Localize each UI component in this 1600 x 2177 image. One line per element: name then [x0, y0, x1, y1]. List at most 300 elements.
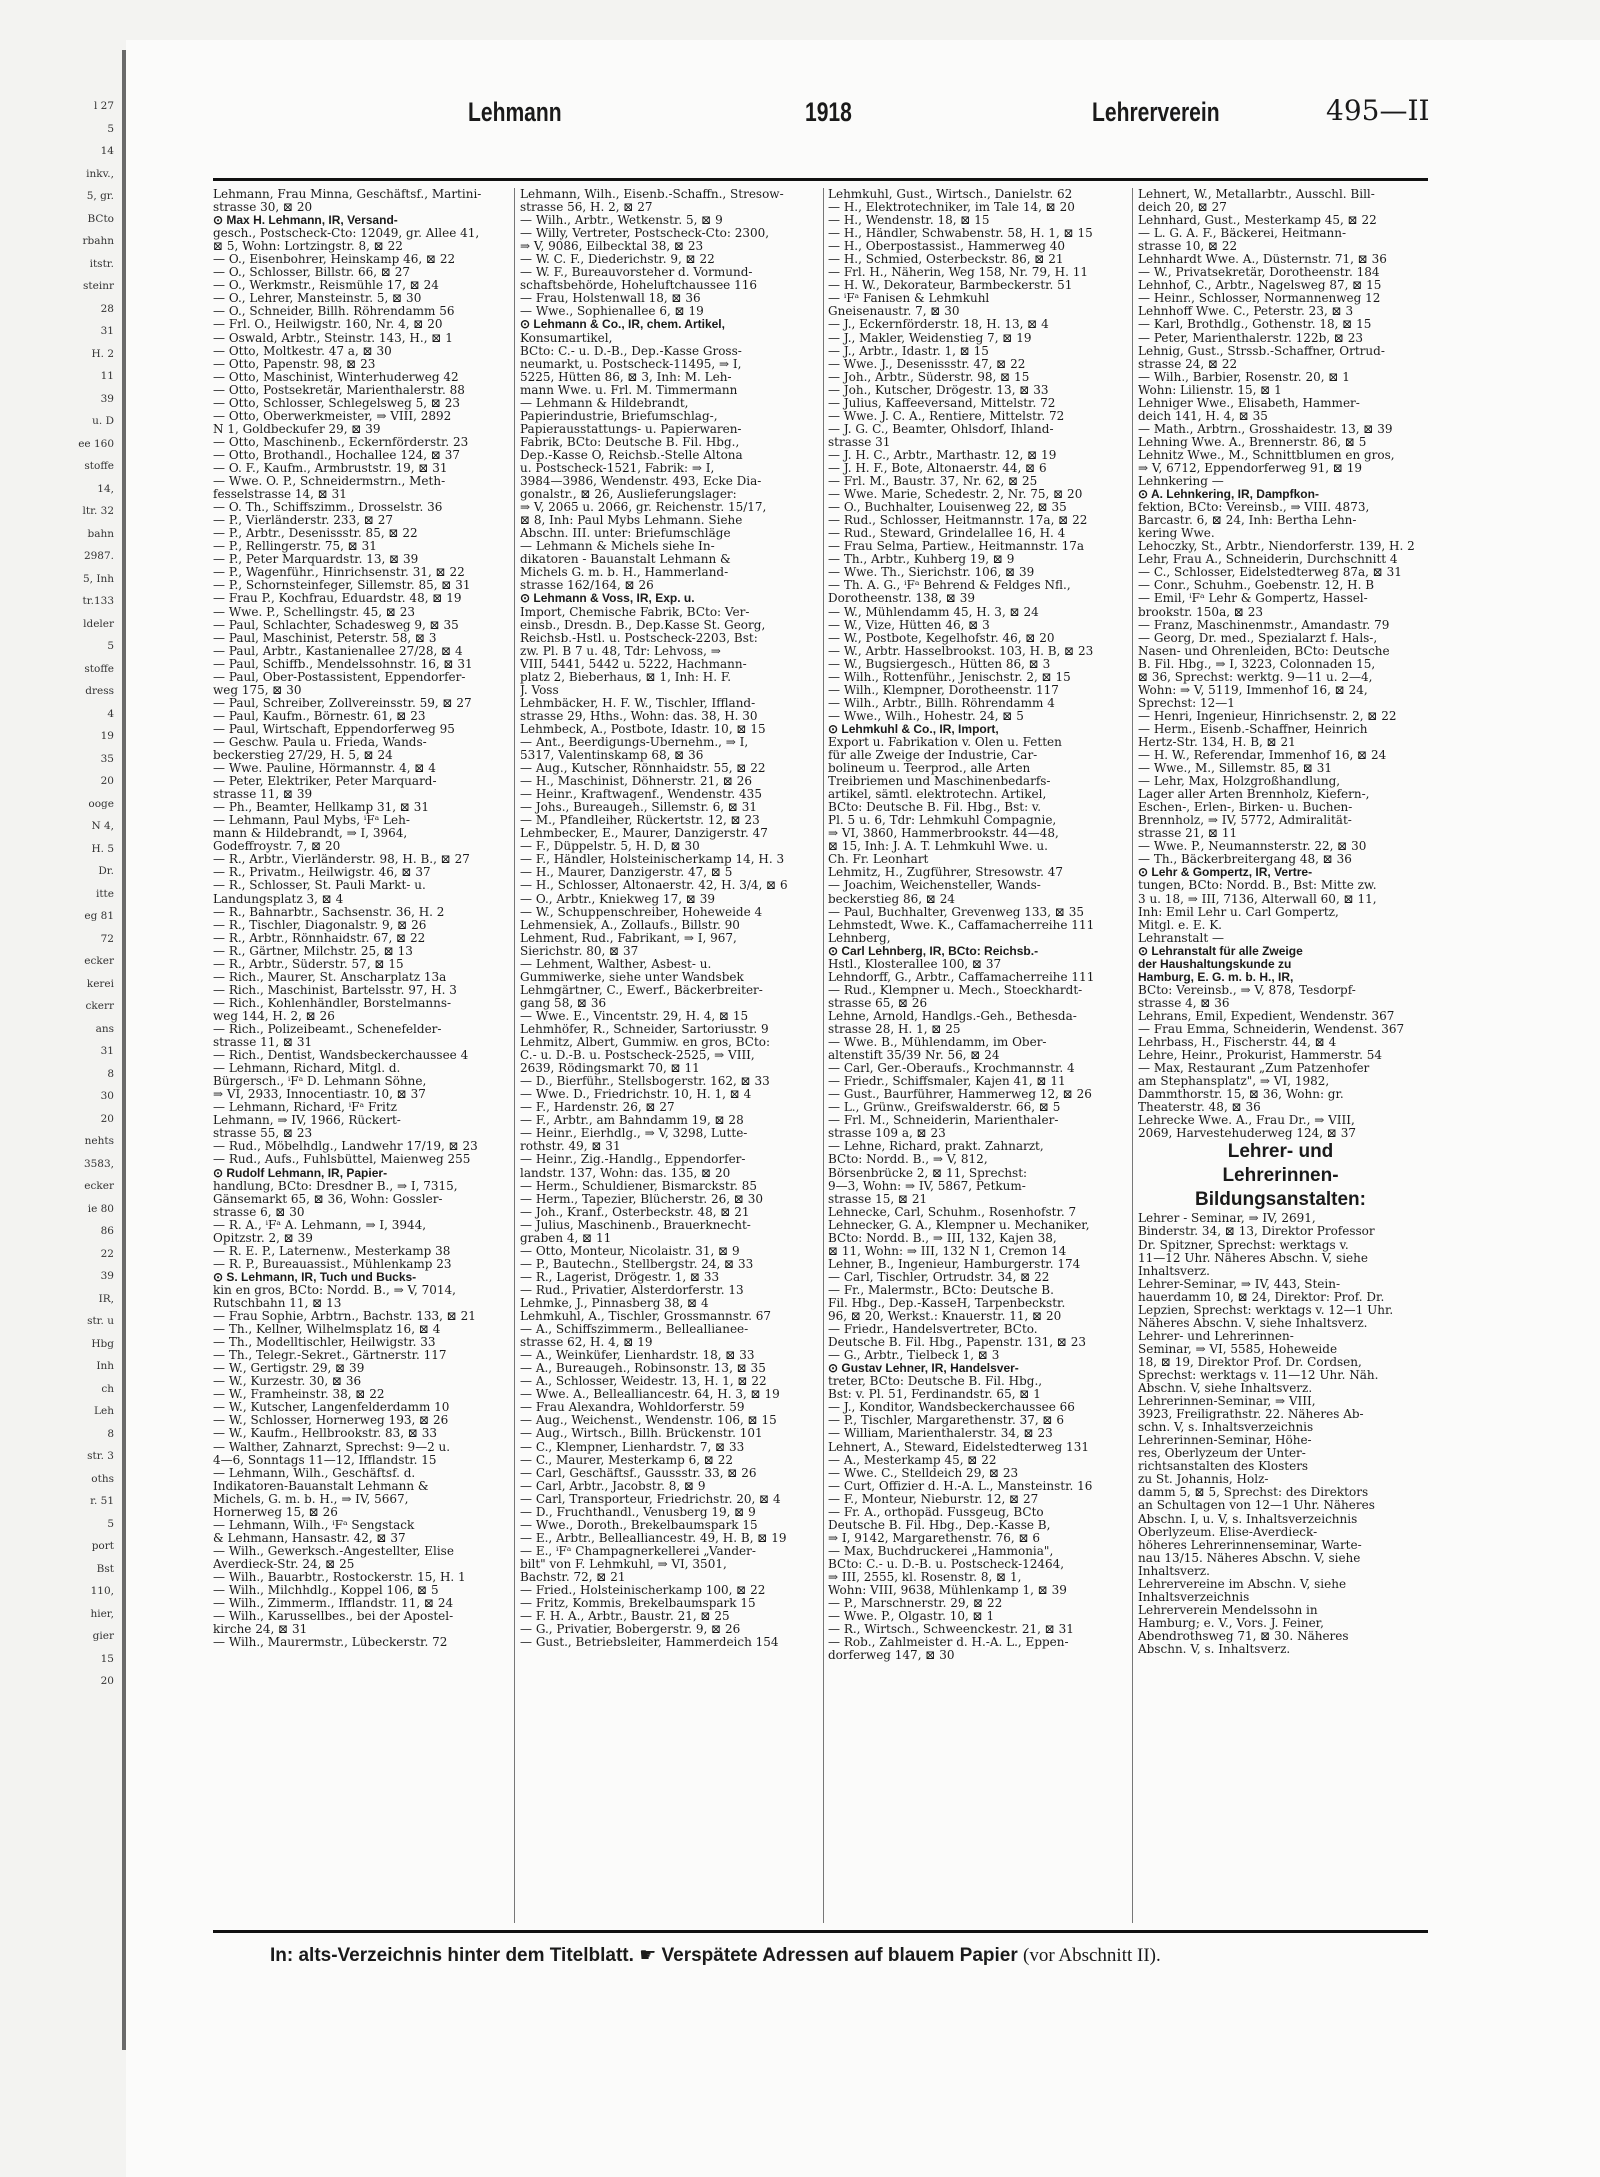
directory-entry: Lehmhöfer, R., Schneider, Sartoriusstr. 9 — [520, 1023, 769, 1036]
directory-entry: — F., Düppelstr. 5, H. D, ⊠ 30 — [520, 840, 700, 854]
directory-entry: ⇒ I, 9142, Margarethenstr. 76, ⊠ 6 — [828, 1531, 1041, 1545]
margin-fragment: N 4, — [91, 820, 114, 832]
directory-entry: — O., Arbtr., Kniekweg 17, ⊠ 39 — [520, 892, 715, 906]
directory-entry: graben 4, ⊠ 11 — [520, 1231, 612, 1245]
directory-entry: — William, Marienthalerstr. 34, ⊠ 23 — [828, 1427, 1053, 1441]
directory-entry: — J. H. F., Bote, Altonaerstr. 44, ⊠ 6 — [828, 461, 1047, 475]
directory-entry: Inhaltsverz. — [1138, 1264, 1210, 1278]
directory-entry: kering Wwe. — [1138, 527, 1215, 541]
directory-entry: strasse 6, ⊠ 30 — [213, 1205, 305, 1219]
margin-fragment: 5, gr. — [86, 190, 114, 202]
directory-entry: N 1, Goldbeckufer 29, ⊠ 39 — [213, 422, 381, 436]
directory-entry: Sprechst: werktags v. 11—12 Uhr. Näh. — [1138, 1368, 1379, 1382]
directory-entry: ⊠ 15, Inh: J. A. T. Lehmkuhl Wwe. u. — [828, 840, 1048, 854]
directory-entry: — Friedr., Handelsvertreter, BCto. — [828, 1323, 1038, 1337]
directory-entry: — Heinr., Schlosser, Normannenweg 12 — [1138, 292, 1381, 306]
directory-entry: ⊙ Lehmann & Co., IR, chem. Artikel, — [520, 318, 725, 332]
directory-entry: kirche 24, ⊠ 31 — [213, 1623, 308, 1637]
directory-entry: — Carl, Transporteur, Friedrichstr. 20, ⊠ 4 — [520, 1492, 781, 1506]
directory-entry: Averdieck-Str. 24, ⊠ 25 — [213, 1557, 355, 1571]
directory-entry: — Frl. O., Heilwigstr. 160, Nr. 4, ⊠ 20 — [213, 318, 443, 332]
directory-entry: — R. A., ⁱFᵃ A. Lehmann, ⇒ I, 3944, — [213, 1218, 427, 1232]
directory-entry: Lehner, B., Ingenieur, Hamburgerstr. 174 — [828, 1257, 1081, 1271]
directory-entry: — W., Bugsiergesch., Hütten 86, ⊠ 3 — [828, 657, 1051, 671]
directory-entry: — R., Arbtr., Vierländerstr. 98, H. B., ⊠ 27 — [213, 853, 470, 867]
directory-entry: — Lehmann, Richard, ⁱFᵃ Fritz — [213, 1101, 397, 1115]
directory-entry: — Aug., Kutscher, Rönnhaidstr. 55, ⊠ 22 — [520, 762, 766, 776]
margin-fragment: 19 — [100, 730, 114, 742]
directory-entry: Rutschbahn 11, ⊠ 13 — [213, 1296, 342, 1310]
directory-entry: — Ant., Beerdigungs-Übernehm., ⇒ I, — [520, 735, 749, 749]
margin-fragment: port — [91, 1540, 114, 1552]
directory-entry: beckerstieg 27/29, H. 5, ⊠ 24 — [213, 749, 393, 763]
directory-entry: — Ph., Beamter, Hellkamp 31, ⊠ 31 — [213, 801, 430, 815]
directory-entry: Lehmbeck, A., Postbote, Idastr. 10, ⊠ 15 — [520, 722, 766, 736]
footer-note — [270, 1944, 1161, 1967]
directory-entry: — Carl, Geschäftsf., Gaussstr. 33, ⊠ 26 — [520, 1466, 757, 1480]
directory-entry: — W. F., Bureauvorsteher d. Vormund- — [520, 266, 753, 280]
directory-entry: — R., Arbtr., Süderstr. 57, ⊠ 15 — [213, 957, 404, 971]
margin-fragment: ecker — [84, 955, 114, 967]
directory-entry: — Herm., Eisenb.-Schaffner, Heinrich — [1138, 722, 1368, 736]
directory-entry: Sprechst: 12—1 — [1138, 696, 1235, 710]
directory-entry: Lehrervereine im Abschn. V, siehe — [1138, 1577, 1347, 1591]
directory-entry: BCto: Deutsche B. Fil. Hbg., Bst: v. — [828, 801, 1042, 815]
directory-entry: Lehne, Arnold, Handlgs.-Geh., Bethesda- — [828, 1009, 1077, 1023]
directory-entry: VIII, 5441, 5442 u. 5222, Hachmann- — [520, 657, 747, 671]
directory-entry: — Otto, Monteur, Nicolaistr. 31, ⊠ 9 — [520, 1244, 740, 1258]
directory-entry: zu St. Johannis, Holz- — [1138, 1473, 1269, 1487]
directory-entry: — R., Gärtner, Milchstr. 25, ⊠ 13 — [213, 944, 413, 958]
directory-entry: Deutsche B. Fil. Hbg., Dep.-Kasse B, — [828, 1518, 1051, 1532]
directory-entry: Dep.-Kasse O, Reichsb.-Stelle Altona — [520, 448, 743, 462]
directory-entry: — Joh., Kranf., Osterbeckstr. 48, ⊠ 21 — [520, 1205, 750, 1219]
directory-entry: Lehrer- und Lehrerinnen- — [1138, 1329, 1294, 1343]
directory-entry: Pl. 5 u. 6, Tdr: Lehmkuhl Compagnie, — [828, 814, 1057, 828]
column-divider — [823, 188, 824, 1923]
directory-entry: landstr. 137, Wohn: das. 135, ⊠ 20 — [520, 1166, 731, 1180]
directory-entry: — W., Vize, Hütten 46, ⊠ 3 — [828, 618, 990, 632]
margin-fragment: rbahn — [82, 235, 114, 247]
directory-entry: ⊙ Lehmkuhl & Co., IR, Import, — [828, 722, 999, 736]
directory-entry: 3923, Freiligrathstr. 22. Näheres Ab- — [1138, 1408, 1364, 1422]
directory-entry: Lehning Wwe. A., Brennerstr. 86, ⊠ 5 — [1138, 435, 1367, 449]
directory-entry: fektion, BCto: Vereinsb., ⇒ VIII. 4873, — [1138, 501, 1370, 515]
directory-entry: — Otto, Postsekretär, Marienthalerstr. 88 — [213, 383, 465, 397]
directory-entry: Gneisenaustr. 7, ⊠ 30 — [828, 305, 960, 319]
margin-fragment: ldeler — [83, 617, 114, 630]
directory-entry: deich 20, ⊠ 27 — [1138, 201, 1227, 215]
directory-entry: — Th., Bäckerbreitergang 48, ⊠ 36 — [1138, 853, 1352, 867]
directory-entry: ⊙ Rudolf Lehmann, IR, Papier- — [213, 1166, 388, 1180]
directory-entry: 3 u. 18, ⇒ III, 7136, Alterwall 60, ⊠ 11, — [1138, 892, 1377, 906]
directory-entry: — R., Bahnarbtr., Sachsenstr. 36, H. 2 — [213, 905, 445, 919]
directory-entry: strasse 109 a, ⊠ 23 — [828, 1127, 946, 1141]
directory-entry: hauerdamm 10, ⊠ 24, Direktor: Prof. Dr. — [1138, 1290, 1385, 1304]
margin-fragment: kerei — [86, 977, 114, 990]
directory-entry: ⊙ S. Lehmann, IR, Tuch und Bucks- — [213, 1270, 417, 1284]
directory-entry: Dorotheenstr. 138, ⊠ 39 — [828, 592, 975, 606]
directory-entry: bolineum u. Teerprod., alle Arten — [828, 762, 1031, 776]
directory-entry: — Otto, Schlosser, Schlegelsweg 5, ⊠ 23 — [213, 396, 461, 410]
directory-entry: — Lehmann, Richard, Mitgl. d. — [213, 1062, 401, 1076]
directory-entry: — Otto, Brothandl., Hochallee 124, ⊠ 37 — [213, 448, 460, 462]
directory-entry: — E., Arbtr., Bellealliancestr. 49, H. B, ⊠ 19 — [520, 1531, 787, 1545]
directory-entry: — W., Kurzestr. 30, ⊠ 36 — [213, 1375, 362, 1389]
directory-entry: — Th., Arbtr., Kuhberg 19, ⊠ 9 — [828, 553, 1015, 567]
directory-entry: — G., Privatier, Bobergerstr. 9, ⊠ 26 — [520, 1623, 741, 1637]
directory-entry: ⊠ 36, Sprechst: werktg. 9—11 u. 2—4, — [1138, 670, 1373, 684]
directory-entry: — Wwe., M., Sillemstr. 85, ⊠ 31 — [1138, 762, 1332, 776]
directory-entry: Lehrbass, H., Fischerstr. 44, ⊠ 4 — [1138, 1036, 1337, 1050]
directory-entry: Konsumartikel, — [520, 331, 613, 345]
directory-entry: — O. F., Kaufm., Armbruststr. 19, ⊠ 31 — [213, 461, 448, 475]
directory-entry: mann & Hildebrandt, ⇒ I, 3964, — [213, 827, 408, 841]
margin-fragment: Hbg — [91, 1337, 114, 1350]
directory-entry: Nasen- und Ohrenleiden, BCto: Deutsche — [1138, 644, 1390, 658]
directory-entry: Lehre, Heinr., Prokurist, Hammerstr. 54 — [1138, 1049, 1382, 1063]
margin-fragment: Dr. — [98, 865, 114, 877]
directory-entry: gang 58, ⊠ 36 — [520, 996, 607, 1010]
column-2 — [520, 188, 805, 1923]
margin-fragment: Bst — [96, 1562, 114, 1575]
directory-entry: Import, Chemische Fabrik, BCto: Ver- — [520, 605, 750, 619]
directory-entry: — Joh., Arbtr., Süderstr. 98, ⊠ 15 — [828, 370, 1030, 384]
directory-entry: Abschn. V, s. Inhaltsverz. — [1138, 1642, 1291, 1656]
directory-entry: strasse 31 — [828, 435, 891, 449]
directory-entry: ⊙ Lehranstalt für alle Zweige — [1138, 944, 1303, 958]
directory-entry: — Otto, Oberwerkmeister, ⇒ VIII, 2892 — [213, 409, 452, 423]
directory-entry: Näheres Abschn. V, siehe Inhaltsverz. — [1138, 1316, 1368, 1330]
directory-entry: — Walther, Zahnarzt, Sprechst: 9—2 u. — [213, 1440, 451, 1454]
directory-entry: ⇒ V, 6712, Eppendorferweg 91, ⊠ 19 — [1138, 461, 1363, 475]
directory-entry: — Th., Kellner, Wilhelmsplatz 16, ⊠ 4 — [213, 1323, 441, 1337]
section-heading: Bildungsanstalten: — [1194, 1189, 1366, 1211]
directory-entry: — Wwe. B., Mühlendamm, im Ober- — [828, 1036, 1047, 1050]
directory-entry: — R., Tischler, Diagonalstr. 9, ⊠ 26 — [213, 918, 427, 932]
directory-entry: — Wilh., Arbtr., Wetkenstr. 5, ⊠ 9 — [520, 214, 723, 228]
directory-entry: Wohn: ⇒ V, 5119, Immenhof 16, ⊠ 24, — [1138, 683, 1368, 697]
directory-entry: — Wwe., Sophienallee 6, ⊠ 19 — [520, 305, 704, 319]
margin-fragment: str. 3 — [87, 1450, 114, 1462]
directory-entry: — J., Makler, Weidenstieg 7, ⊠ 19 — [828, 331, 1032, 345]
directory-entry: — E., ⁱFᵃ Champagnerkellerei „Vander- — [520, 1544, 756, 1558]
margin-fragment: H. 5 — [91, 842, 114, 855]
footer-late-addresses: Verspätete Adressen auf blauem Papier — [661, 1945, 1018, 1966]
directory-entry: Lehmstedt, Wwe. K., Caffamacherreihe 111 — [828, 918, 1095, 932]
running-head-left: Lehmann — [468, 97, 562, 127]
directory-entry: & Lehmann, Hansastr. 42, ⊠ 37 — [213, 1531, 406, 1545]
directory-entry: Inhaltsverz. — [1138, 1564, 1210, 1578]
margin-fragment: 20 — [100, 1675, 114, 1687]
directory-entry: brookstr. 150a, ⊠ 23 — [1138, 605, 1263, 619]
directory-entry: Lehment, Rud., Fabrikant, ⇒ I, 967, — [520, 931, 737, 945]
margin-fragment: 86 — [100, 1225, 114, 1237]
margin-fragment: 8 — [107, 1427, 114, 1440]
margin-fragment: eg 81 — [84, 910, 114, 922]
directory-entry: Lehmke, J., Pinnasberg 38, ⊠ 4 — [520, 1296, 709, 1310]
directory-entry: Lehrecke Wwe. A., Frau Dr., ⇒ VIII, — [1138, 1114, 1355, 1128]
directory-entry: — Rob., Zahlmeister d. H.-A. L., Eppen- — [828, 1636, 1069, 1650]
directory-entry: Lehrer - Seminar, ⇒ IV, 2691, — [1138, 1212, 1316, 1226]
directory-entry: Lehnecker, G. A., Klempner u. Mechaniker, — [828, 1218, 1090, 1232]
directory-entry: — M., Pfandleiher, Rückertstr. 12, ⊠ 23 — [520, 814, 760, 828]
directory-entry: Lehmbäcker, H. F. W., Tischler, Iffland- — [520, 696, 756, 710]
directory-entry: — Wilh., Milchhdlg., Koppel 106, ⊠ 5 — [213, 1584, 439, 1598]
directory-entry: — H., Maschinist, Döhnerstr. 21, ⊠ 26 — [520, 775, 752, 789]
margin-fragment: stoffe — [84, 662, 114, 675]
margin-fragment: Leh — [94, 1405, 114, 1417]
pointing-hand-icon: ☛ — [639, 1944, 657, 1966]
directory-entry: — R., Privatm., Heilwigstr. 46, ⊠ 37 — [213, 866, 431, 880]
directory-entry: — Friedr., Schiffsmaler, Kajen 41, ⊠ 11 — [828, 1075, 1066, 1089]
directory-entry: Mitgl. e. E. K. — [1138, 918, 1222, 932]
directory-entry: Lehmann, Wilh., Eisenb.-Schaffn., Stresow- — [520, 188, 784, 201]
directory-entry: — W., Framheinstr. 38, ⊠ 22 — [213, 1388, 385, 1402]
directory-entry: — W., Arbtr. Hasselbrookst. 103, H. B, ⊠ 23 — [828, 644, 1094, 658]
directory-entry: Lehnberg, — [828, 931, 891, 945]
directory-entry: — J., Konditor, Wandsbeckerchaussee 66 — [828, 1401, 1075, 1415]
directory-entry: Godeffroystr. 7, ⊠ 20 — [213, 840, 341, 854]
margin-fragment: r. 51 — [90, 1495, 114, 1507]
directory-entry: altenstift 35/39 Nr. 56, ⊠ 24 — [828, 1049, 1000, 1063]
directory-entry: Abendrothsweg 71, ⊠ 30. Näheres — [1138, 1629, 1349, 1643]
directory-entry: Lehmensiek, A., Zollaufs., Billstr. 90 — [520, 918, 740, 932]
directory-entry: 4—6, Sonntags 11—12, Ifflandstr. 15 — [213, 1453, 437, 1467]
margin-fragment: 4 — [107, 707, 114, 720]
directory-entry: Bachstr. 72, ⊠ 21 — [520, 1570, 626, 1584]
directory-entry: — Wwe. E., Vincentstr. 29, H. 4, ⊠ 15 — [520, 1009, 749, 1023]
directory-entry: — Paul, Maschinist, Peterstr. 58, ⊠ 3 — [213, 631, 437, 645]
directory-entry: Treibriemen und Maschinenbedarfs- — [828, 775, 1051, 789]
directory-entry: — R., Schlosser, St. Pauli Markt- u. — [213, 879, 426, 893]
directory-entry: — O., Schlosser, Billstr. 66, ⊠ 27 — [213, 266, 410, 280]
directory-entry: — W., Mühlendamm 45, H. 3, ⊠ 24 — [828, 605, 1039, 619]
directory-entry: — P., Schornsteinfeger, Sillemstr. 85, ⊠ 31 — [213, 579, 471, 593]
directory-entry: — Paul, Buchhalter, Grevenweg 133, ⊠ 35 — [828, 905, 1084, 919]
margin-fragment: 11 — [100, 370, 114, 382]
directory-entry: Lehrans, Emil, Expedient, Wendenstr. 367 — [1138, 1009, 1395, 1023]
directory-entry: ⇒ V, 2065 u. 2066, gr. Reichenstr. 15/17, — [520, 501, 767, 515]
directory-entry: Oberlyzeum. Elise-Averdieck- — [1138, 1525, 1318, 1539]
directory-entry: — Frau Sophie, Arbtrn., Bachstr. 133, ⊠ 21 — [213, 1310, 476, 1324]
directory-entry: Gänsemarkt 65, ⊠ 36, Wohn: Gossler- — [213, 1192, 443, 1206]
directory-entry: Lehnig, Gust., Strssb.-Schaffner, Ortrud- — [1138, 344, 1385, 358]
directory-entry: — A., Weinküfer, Lienhardstr. 18, ⊠ 33 — [520, 1349, 755, 1363]
directory-entry: — Rich., Kohlenhändler, Borstelmanns- — [213, 996, 452, 1010]
margin-fragment: hier, — [90, 1607, 114, 1620]
directory-entry: Lehoczky, St., Arbtr., Niendorferstr. 139, H. 2 — [1138, 540, 1415, 554]
directory-entry: — Rich., Dentist, Wandsbeckerchaussee 4 — [213, 1049, 469, 1063]
directory-entry: Lepzien, Sprechst: werktags v. 12—1 Uhr. — [1138, 1303, 1394, 1317]
directory-entry: — Franz, Maschinenmstr., Amandastr. 79 — [1138, 618, 1390, 632]
footer-rule — [213, 1930, 1428, 1933]
directory-entry: — D., Bierführ., Stellsbogerstr. 162, ⊠ 33 — [520, 1075, 770, 1089]
directory-entry: — Julius, Maschinenb., Brauerknecht- — [520, 1218, 751, 1232]
directory-entry: — C., Maurer, Mesterkamp 6, ⊠ 22 — [520, 1453, 733, 1467]
directory-entry: Lehmgärtner, C., Ewerf., Bäckerbreiter- — [520, 983, 763, 997]
directory-entry: Seminar, ⇒ VI, 5585, Hoheweide — [1138, 1342, 1338, 1356]
margin-fragment: 35 — [100, 752, 114, 765]
directory-entry: — J., Arbtr., Idastr. 1, ⊠ 15 — [828, 344, 989, 358]
directory-entry: — F., Händler, Holsteinischerkamp 14, H. 3 — [520, 853, 785, 867]
directory-entry: — Rud., Steward, Grindelallee 16, H. 4 — [828, 527, 1066, 541]
directory-entry: 5317, Valentinskamp 68, ⊠ 36 — [520, 749, 704, 763]
directory-entry: Lehr, Frau A., Schneiderin, Durchschnitt 4 — [1138, 553, 1398, 567]
directory-entry: strasse 55, ⊠ 23 — [213, 1127, 313, 1141]
directory-entry: — W., Schlosser, Hornerweg 193, ⊠ 26 — [213, 1414, 449, 1428]
directory-entry: Deutsche B. Fil. Hbg., Papenstr. 131, ⊠ 23 — [828, 1336, 1087, 1350]
directory-entry: strasse 62, H. 4, ⊠ 19 — [520, 1336, 653, 1350]
directory-entry: — Math., Arbtrn., Grosshaidestr. 13, ⊠ 39 — [1138, 422, 1393, 436]
directory-entry: — Wwe. P., Neumannsterstr. 22, ⊠ 30 — [1138, 840, 1367, 854]
directory-entry: Lehnkering — — [1138, 475, 1224, 489]
directory-entry: Lehnitz Wwe., M., Schnittblumen en gros, — [1138, 448, 1395, 462]
directory-entry: Gummiwerke, siehe unter Wandsbek — [520, 970, 744, 984]
directory-entry: — A., Schlosser, Weidestr. 13, H. 1, ⊠ 22 — [520, 1375, 767, 1389]
directory-entry: J. Voss — [520, 683, 559, 697]
directory-entry: Lehnert, A., Steward, Eidelstedterweg 131 — [828, 1440, 1089, 1454]
directory-entry: — Wwe. Marie, Schedestr. 2, Nr. 75, ⊠ 20 — [828, 488, 1083, 502]
directory-entry: — A., Mesterkamp 45, ⊠ 22 — [828, 1453, 997, 1467]
directory-entry: — F., Monteur, Nieburstr. 12, ⊠ 27 — [828, 1492, 1039, 1506]
directory-entry: Hstl., Klosterallee 100, ⊠ 37 — [828, 957, 1002, 971]
directory-entry: 2639, Rödingsmarkt 70, ⊠ 11 — [520, 1062, 700, 1076]
column-4 — [1138, 188, 1423, 1923]
directory-entry: ⊠ 11, Wohn: ⇒ III, 132 N 1, Cremon 14 — [828, 1244, 1067, 1258]
directory-entry: — W., Gertigstr. 29, ⊠ 39 — [213, 1362, 365, 1376]
directory-entry: Lehmann, Frau Minna, Geschäftsf., Martini- — [213, 188, 482, 201]
margin-fragment: ckerr — [85, 1000, 114, 1012]
directory-entry: — A., Schiffszimmerm., Belleallianee- — [520, 1323, 749, 1337]
directory-entry: Binderstr. 34, ⊠ 13, Direktor Professor — [1138, 1225, 1375, 1239]
directory-entry: ⇒ V, 9086, Eilbecktal 38, ⊠ 23 — [520, 240, 704, 254]
directory-entry: schaftsbehörde, Hoheluftchaussee 116 — [520, 279, 757, 293]
directory-entry: Reichsb.-Hstl. u. Postscheck-2203, Bst: — [520, 631, 758, 645]
directory-entry: — W., Kaufm., Hellbrookstr. 83, ⊠ 33 — [213, 1427, 438, 1441]
directory-entry: — ⁱFᵃ Fanisen & Lehmkuhl — [828, 292, 990, 306]
directory-entry: 9—3, Wohn: ⇒ IV, 5867, Petkum- — [828, 1179, 1026, 1193]
directory-entry: beckerstieg 86, ⊠ 24 — [828, 892, 956, 906]
margin-fragment: 39 — [100, 392, 114, 405]
directory-entry: Lehnhoff Wwe. C., Peterstr. 23, ⊠ 3 — [1138, 305, 1354, 319]
directory-entry: — Johs., Bureaugeh., Sillemstr. 6, ⊠ 31 — [520, 801, 758, 815]
directory-entry: Lehndorff, G., Arbtr., Caffamacherreihe 111 — [828, 970, 1095, 984]
directory-entry: ⊙ Max H. Lehmann, IR, Versand- — [213, 214, 398, 228]
directory-entry: BCto: Nordd. B., ⇒ III, 132, Kajen 38, — [828, 1231, 1057, 1245]
directory-entry: — L., Grünw., Greifswalderstr. 66, ⊠ 5 — [828, 1101, 1061, 1115]
margin-fragment: 2987. — [83, 550, 114, 562]
directory-entry: Lehnert, W., Metallarbtr., Ausschl. Bill- — [1138, 188, 1375, 201]
directory-entry: — Herm., Schuldiener, Bismarckstr. 85 — [520, 1179, 758, 1193]
directory-entry: — P., Rellingerstr. 75, ⊠ 31 — [213, 540, 377, 554]
margin-fragment: 3583, — [83, 1157, 114, 1170]
directory-entry: rothstr. 49, ⊠ 31 — [520, 1140, 621, 1154]
directory-entry: — Rich., Maurer, St. Anscharplatz 13a — [213, 970, 447, 984]
directory-entry: Abschn. V, siehe Inhaltsverz. — [1138, 1382, 1313, 1396]
margin-fragment: 72 — [100, 932, 114, 945]
directory-entry: BCto: Vereinsb., ⇒ V, 878, Tesdorpf- — [1138, 983, 1356, 997]
directory-entry: — Frau Emma, Schneiderin, Wendenst. 367 — [1138, 1023, 1405, 1036]
directory-entry: richtsanstalten des Klosters — [1138, 1460, 1309, 1474]
directory-entry: Michels G. m. b. H., Hammerland- — [520, 566, 729, 580]
directory-entry: — P., Bautechn., Stellbergstr. 24, ⊠ 33 — [520, 1257, 754, 1271]
directory-entry: — J. G. C., Beamter, Ohlsdorf, Ihland- — [828, 422, 1054, 436]
directory-entry: — Th. A. G., ⁱFᵃ Behrend & Feldges Nfl., — [828, 579, 1071, 593]
directory-entry: Michels, G. m. b. H., ⇒ IV, 5667, — [213, 1492, 409, 1506]
directory-entry: — J. H. C., Arbtr., Marthastr. 12, ⊠ 19 — [828, 448, 1057, 462]
directory-entry: strasse 65, ⊠ 26 — [828, 996, 928, 1010]
directory-entry: mann Wwe. u. Frl. M. Timmermann — [520, 383, 738, 397]
directory-entry: — Rud., Schlosser, Heitmannstr. 17a, ⊠ 22 — [828, 514, 1088, 528]
directory-entry: — Wwe. O. P., Schneidermstrn., Meth- — [213, 475, 446, 489]
directory-entry: — Wwe. P., Schellingstr. 45, ⊠ 23 — [213, 605, 415, 619]
directory-entry: res, Oberlyzeum der Unter- — [1138, 1447, 1306, 1461]
directory-entry: B. Fil. Hbg., ⇒ I, 3223, Colonnaden 15, — [1138, 657, 1376, 671]
margin-fragment: ch — [101, 1382, 114, 1395]
directory-entry: strasse 24, ⊠ 22 — [1138, 357, 1238, 371]
directory-entry: — O., Lehrer, Mansteinstr. 5, ⊠ 30 — [213, 292, 422, 306]
margin-fragment: u. D — [92, 415, 114, 427]
directory-entry: ⊠ 5, Wohn: Lortzingstr. 8, ⊠ 22 — [213, 240, 403, 254]
directory-entry: — Rud., Klempner u. Mech., Stoeckhardt- — [828, 983, 1083, 997]
directory-entry: — Paul, Arbtr., Kastanienallee 27/28, ⊠ 4 — [213, 644, 463, 658]
directory-entry: — Rud., Privatier, Alsterdorferstr. 13 — [520, 1283, 744, 1297]
margin-fragment: oths — [91, 1472, 114, 1485]
directory-entry: am Stephansplatz", ⇒ VI, 1982, — [1138, 1075, 1330, 1089]
directory-entry: — O. Th., Schiffszimm., Drosselstr. 36 — [213, 501, 443, 515]
directory-entry: — Heinr., Kraftwagenf., Wendenstr. 435 — [520, 788, 762, 802]
directory-entry: strasse 4, ⊠ 36 — [1138, 996, 1230, 1010]
directory-entry: ⇒ VI, 2933, Innocentiastr. 10, ⊠ 37 — [213, 1088, 426, 1102]
directory-entry: Lehrerinnen-Seminar, Höhe- — [1138, 1434, 1312, 1448]
directory-entry: u. Postscheck-1521, Fabrik: ⇒ I, — [520, 461, 715, 475]
directory-entry: Lehmbecker, E., Maurer, Danzigerstr. 47 — [520, 827, 768, 841]
directory-entry: — R., Lagerist, Drögestr. 1, ⊠ 33 — [520, 1270, 720, 1284]
margin-fragment: H. 2 — [91, 347, 114, 360]
section-heading: Lehrerinnen- — [1222, 1165, 1339, 1187]
directory-entry: — Carl, Arbtr., Jacobstr. 8, ⊠ 9 — [520, 1479, 706, 1493]
directory-entry: Wohn: VIII, 9638, Mühlenkamp 1, ⊠ 39 — [828, 1584, 1067, 1598]
directory-entry: Brennholz, ⇒ IV, 5772, Admiralität- — [1138, 814, 1352, 828]
directory-entry: ⇒ III, 2555, kl. Rosenstr. 8, ⊠ 1, — [828, 1570, 1022, 1584]
directory-entry: — Wwe. A., Bellealliancestr. 64, H. 3, ⊠ 19 — [520, 1388, 780, 1402]
margin-fragment: stoffe — [84, 460, 114, 472]
directory-entry: — Lehne, Richard, prakt. Zahnarzt, — [828, 1140, 1044, 1154]
margin-fragment: 14 — [100, 145, 114, 157]
margin-fragment: 31 — [100, 325, 114, 337]
directory-entry: — H., Wendenstr. 18, ⊠ 15 — [828, 214, 990, 228]
directory-entry: — Paul, Kaufm., Börnestr. 61, ⊠ 23 — [213, 709, 426, 723]
directory-entry: — H. W., Referendar, Immenhof 16, ⊠ 24 — [1138, 749, 1387, 763]
directory-entry: — Fried., Holsteinischerkamp 100, ⊠ 22 — [520, 1584, 766, 1598]
margin-fragment: ecker — [84, 1180, 114, 1192]
directory-entry: Lehmkuhl, Gust., Wirtsch., Danielstr. 62 — [828, 188, 1073, 201]
directory-entry: ⇒ VI, 3860, Hammerbrookstr. 44—48, — [828, 827, 1059, 841]
margin-fragment: l 27 — [93, 100, 114, 112]
directory-entry: Lehmitz, Albert, Gummiw. en gros, BCto: — [520, 1036, 771, 1050]
running-head-year: 1918 — [805, 97, 852, 127]
directory-entry: strasse 15, ⊠ 21 — [828, 1192, 928, 1206]
directory-entry: — Lehmann, Paul Mybs, ⁱFᵃ Leh- — [213, 814, 410, 828]
directory-entry: — Wilh., Maurermstr., Lübeckerstr. 72 — [213, 1636, 448, 1650]
directory-entry: 11—12 Uhr. Näheres Abschn. V, siehe — [1138, 1251, 1368, 1265]
directory-entry: — R., Wirtsch., Schweenckestr. 21, ⊠ 31 — [828, 1623, 1074, 1637]
margin-fragment: 14, — [97, 482, 114, 495]
directory-entry: — Th., Telegr.-Sekret., Gärtnerstr. 117 — [213, 1349, 447, 1363]
margin-fragment: BCto — [87, 212, 114, 225]
directory-entry: Eschen-, Erlen-, Birken- u. Buchen- — [1138, 801, 1353, 815]
